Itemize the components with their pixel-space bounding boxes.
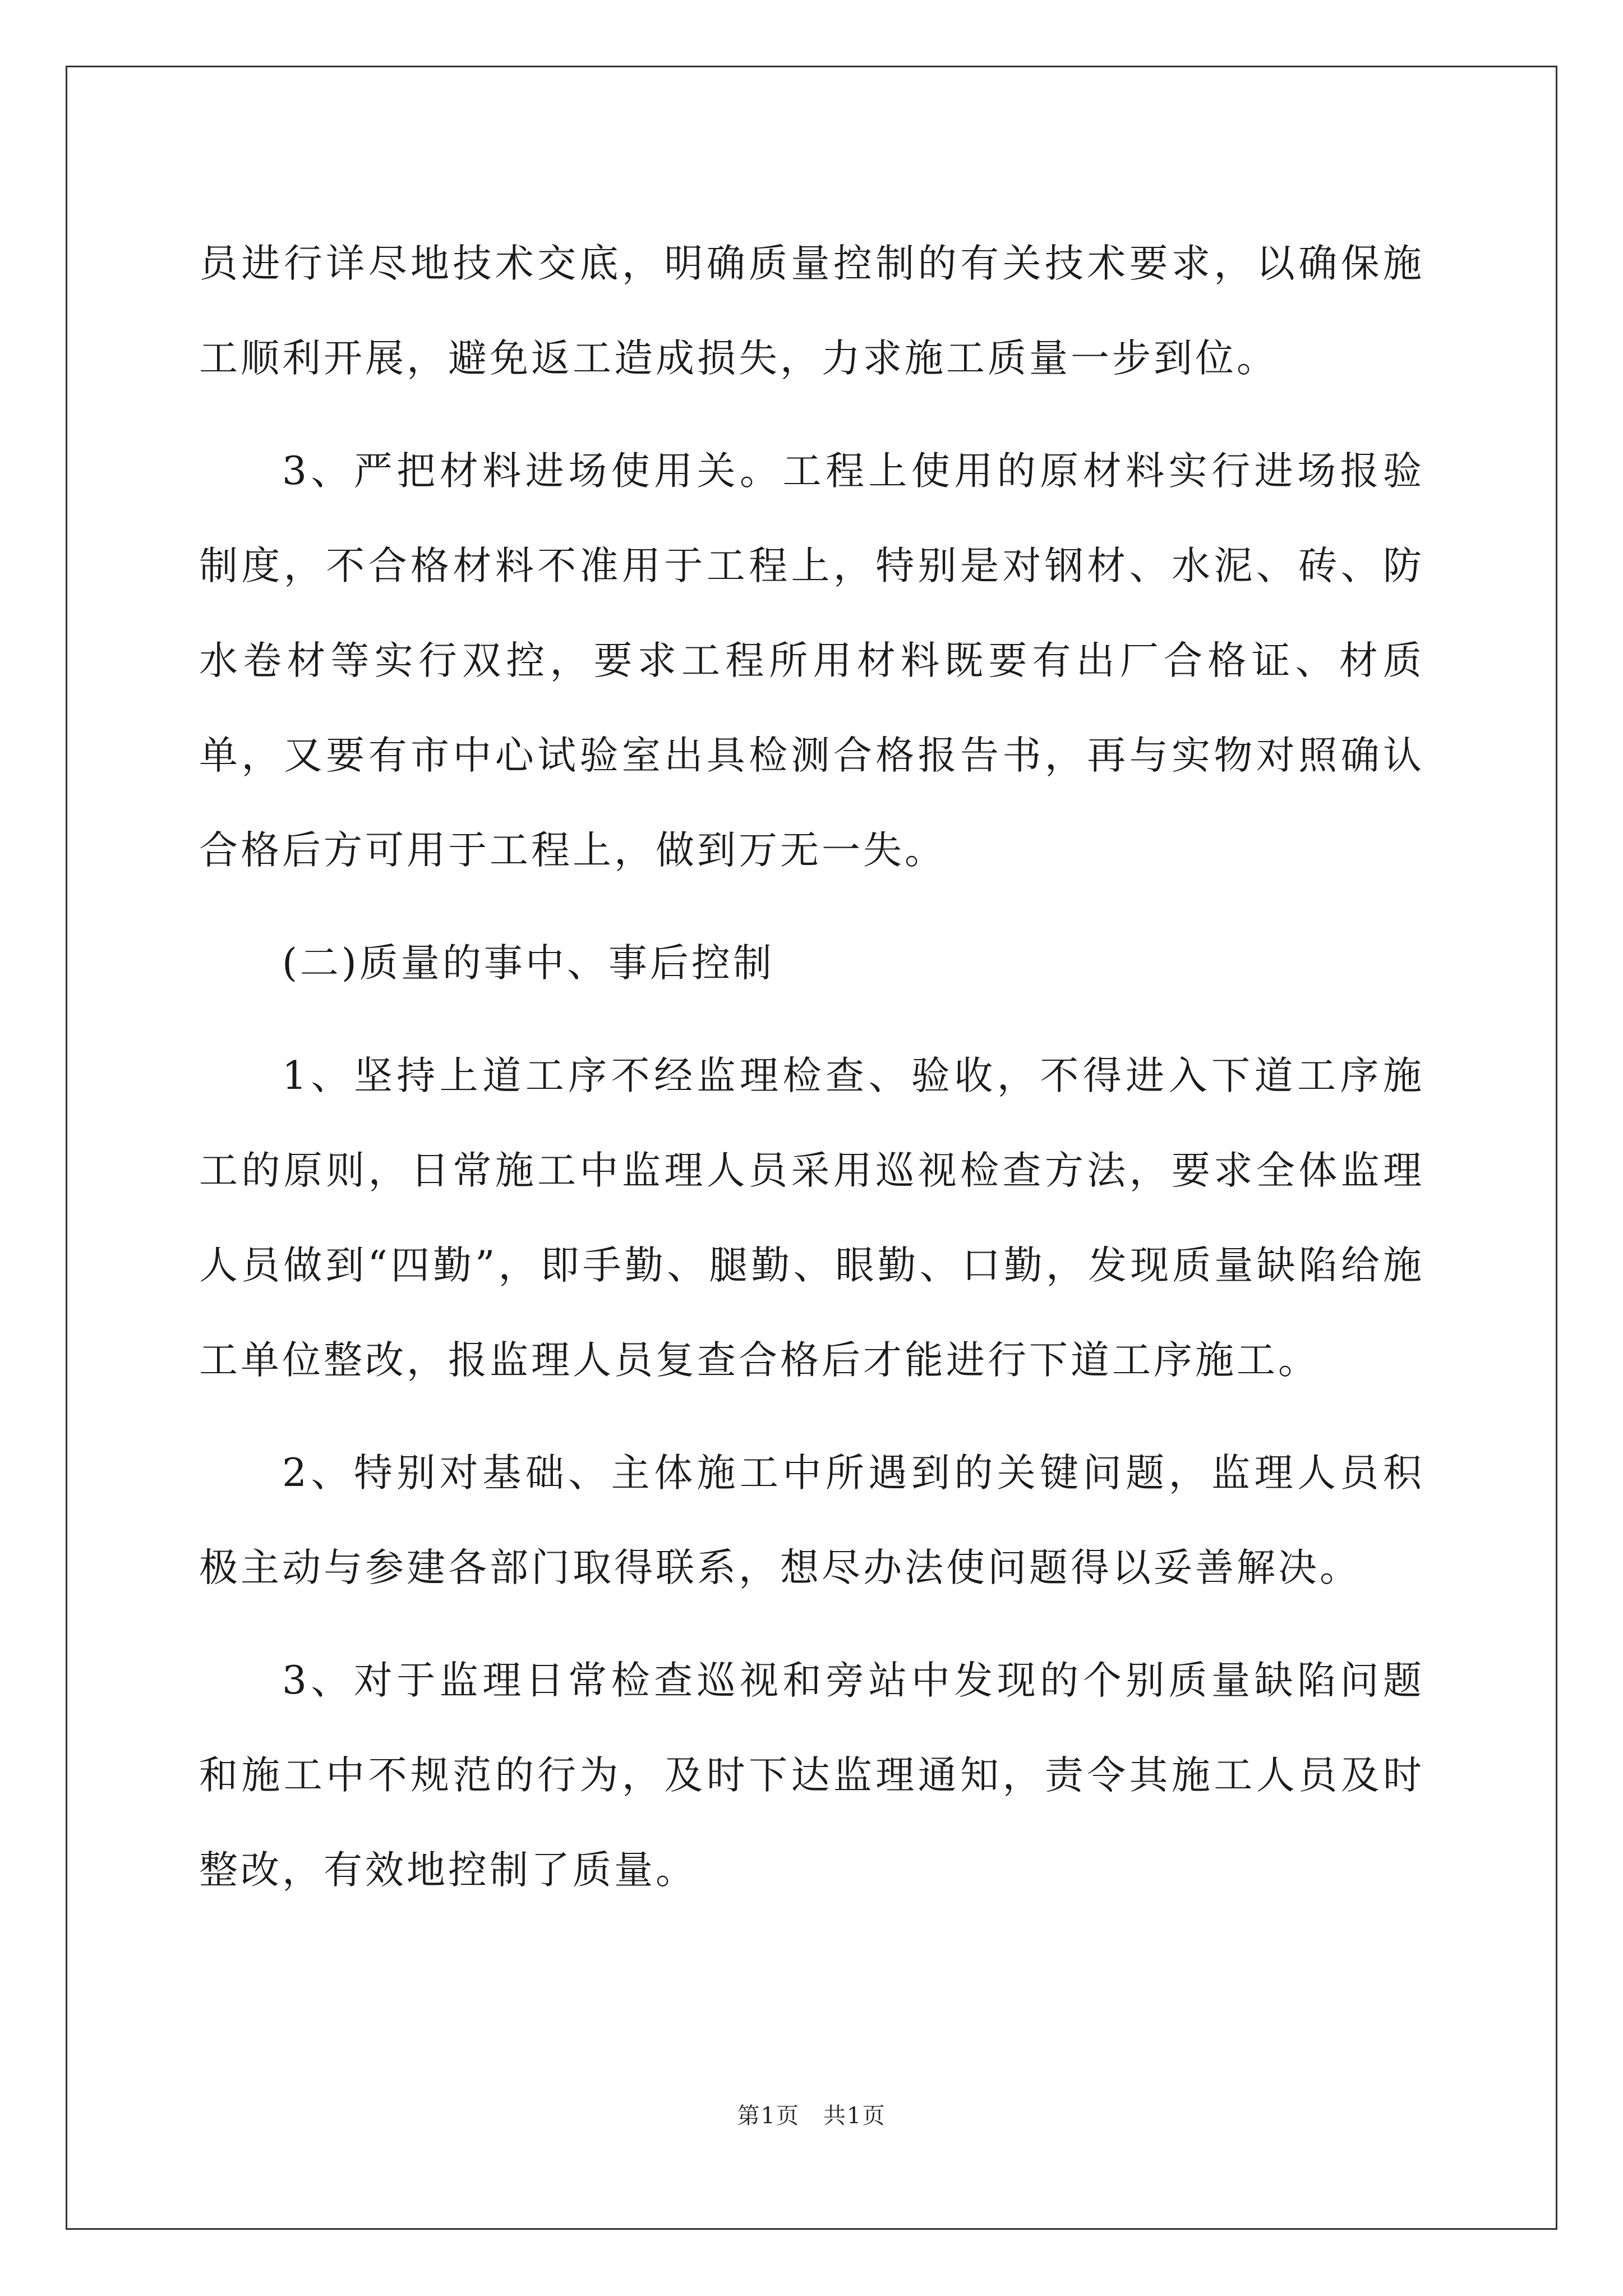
paragraph-process-inspection: 1、坚持上道工序不经监理检查、验收，不得进入下道工序施工的原则，日常施工中监理人员采用巡视检查方法，要求全体监理人员做到“四勤”，即手勤、腿勤、眼勤、口勤，发现质量缺陷给施工单位整改，报监理人员复查合格后才能进行下道工序施工。 bbox=[199, 1053, 1424, 1383]
section-heading-quality-control: (二)质量的事中、事后控制 bbox=[282, 941, 774, 986]
paragraph-key-issues: 2、特别对基础、主体施工中所遇到的关键问题，监理人员积极主动与参建各部门取得联系，想尽办法使问题得以妥善解决。 bbox=[199, 1451, 1424, 1590]
paragraph-material-control: 3、严把材料进场使用关。工程上使用的原材料实行进场报验制度，不合格材料不准用于工程上，特别是对钢材、水泥、砖、防水卷材等实行双控，要求工程所用材料既要有出厂合格证、材质单，又要有市中心试验室出具检测合格报告书，再与实物对照确认合格后方可用于工程上，做到万无一失。 bbox=[199, 449, 1424, 873]
page-footer: 第1页 共1页 bbox=[737, 2103, 886, 2129]
document-body bbox=[199, 217, 1424, 1918]
paragraph-continuation: 员进行详尽地技术交底，明确质量控制的有关技术要求，以确保施工顺利开展，避免返工造成损失，力求施工质量一步到位。 bbox=[199, 241, 1424, 381]
paragraph-defect-handling: 3、对于监理日常检查巡视和旁站中发现的个别质量缺陷问题和施工中不规范的行为，及时下达监理通知，责令其施工人员及时整改，有效地控制了质量。 bbox=[199, 1658, 1424, 1893]
